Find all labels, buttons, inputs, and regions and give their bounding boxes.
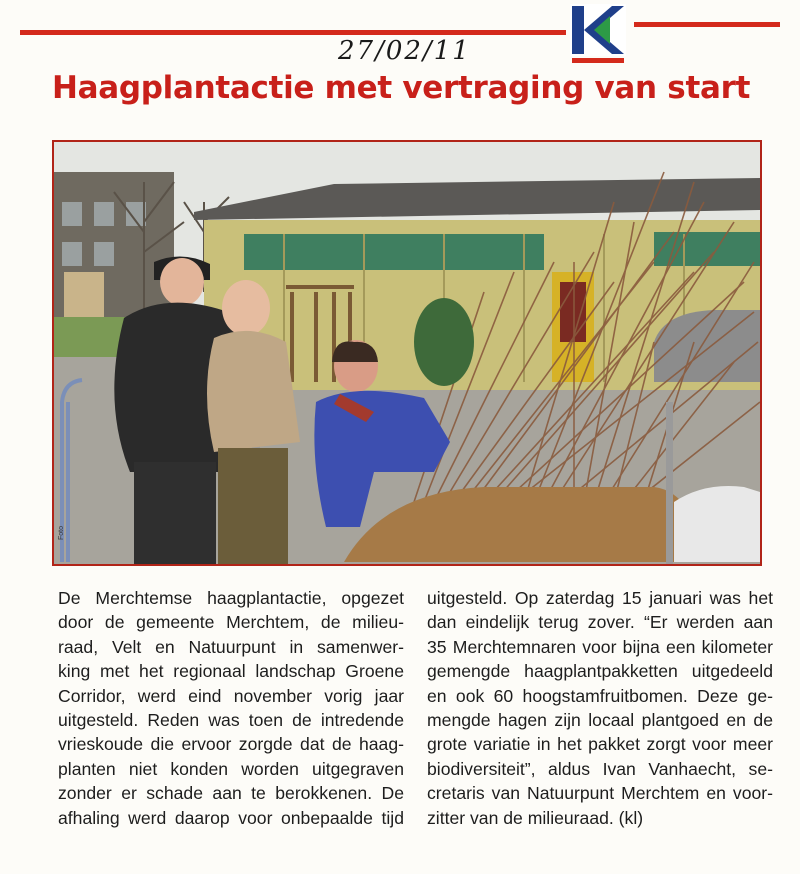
body-line: gemengde haagplantpakketten uitgedeeld	[427, 661, 773, 682]
body-line: grote variatie in het pakket zorgt voor meer	[427, 734, 773, 755]
body-line: king met het regionaal landschap Groene	[58, 661, 404, 682]
article-column-left	[58, 586, 404, 830]
header-rule-right	[634, 22, 780, 27]
body-line: afhaling werd daarop voor onbepaalde tijd	[58, 807, 404, 828]
article-column-right	[427, 586, 773, 830]
body-line: De Merchtemse haagplantactie, opgezet	[58, 588, 404, 608]
people-hedge-plants-photo-icon	[54, 142, 760, 564]
k-logo-icon	[570, 4, 626, 64]
body-line: 35 Merchtemnaren voor bijna een kilometer	[427, 636, 773, 657]
body-line: cretaris van Natuurpunt Merchtem en voor-	[427, 783, 773, 804]
body-line: en ook 60 hoogstamfruitbomen. Deze ge-	[427, 685, 773, 706]
body-line: uitgesteld. Op zaterdag 15 januari was het	[427, 588, 773, 608]
body-line: zonder er schade aan te berokkenen. De	[58, 783, 404, 804]
header-rule-left	[20, 30, 566, 35]
body-line: planten niet konden worden uitgegraven	[58, 758, 404, 779]
body-line: dan eindelijk terug zover. “Er werden aan	[427, 612, 773, 633]
body-line: raad, Velt en Natuurpunt in samenwer-	[58, 636, 404, 657]
body-line: door de gemeente Merchtem, de milieu-	[58, 612, 404, 633]
photo-credit: Foto	[58, 525, 65, 540]
handwritten-date: 27/02/11	[338, 36, 471, 66]
body-line: vrieskoude die ervoor zorgde dat de haag-	[58, 734, 404, 755]
article-headline: Haagplantactie met vertraging van start	[52, 70, 751, 106]
body-line: biodiversiteit”, aldus Ivan Vanhaecht, se-	[427, 758, 773, 779]
body-line: uitgesteld. Reden was toen de intredende	[58, 710, 404, 731]
article-photo	[52, 140, 762, 566]
body-line: Corridor, werd eind november vorig jaar	[58, 685, 404, 706]
body-line: mengde hagen zijn locaal plantgoed en de	[427, 710, 773, 731]
body-line: zitter van de milieuraad. (kl)	[427, 807, 644, 828]
